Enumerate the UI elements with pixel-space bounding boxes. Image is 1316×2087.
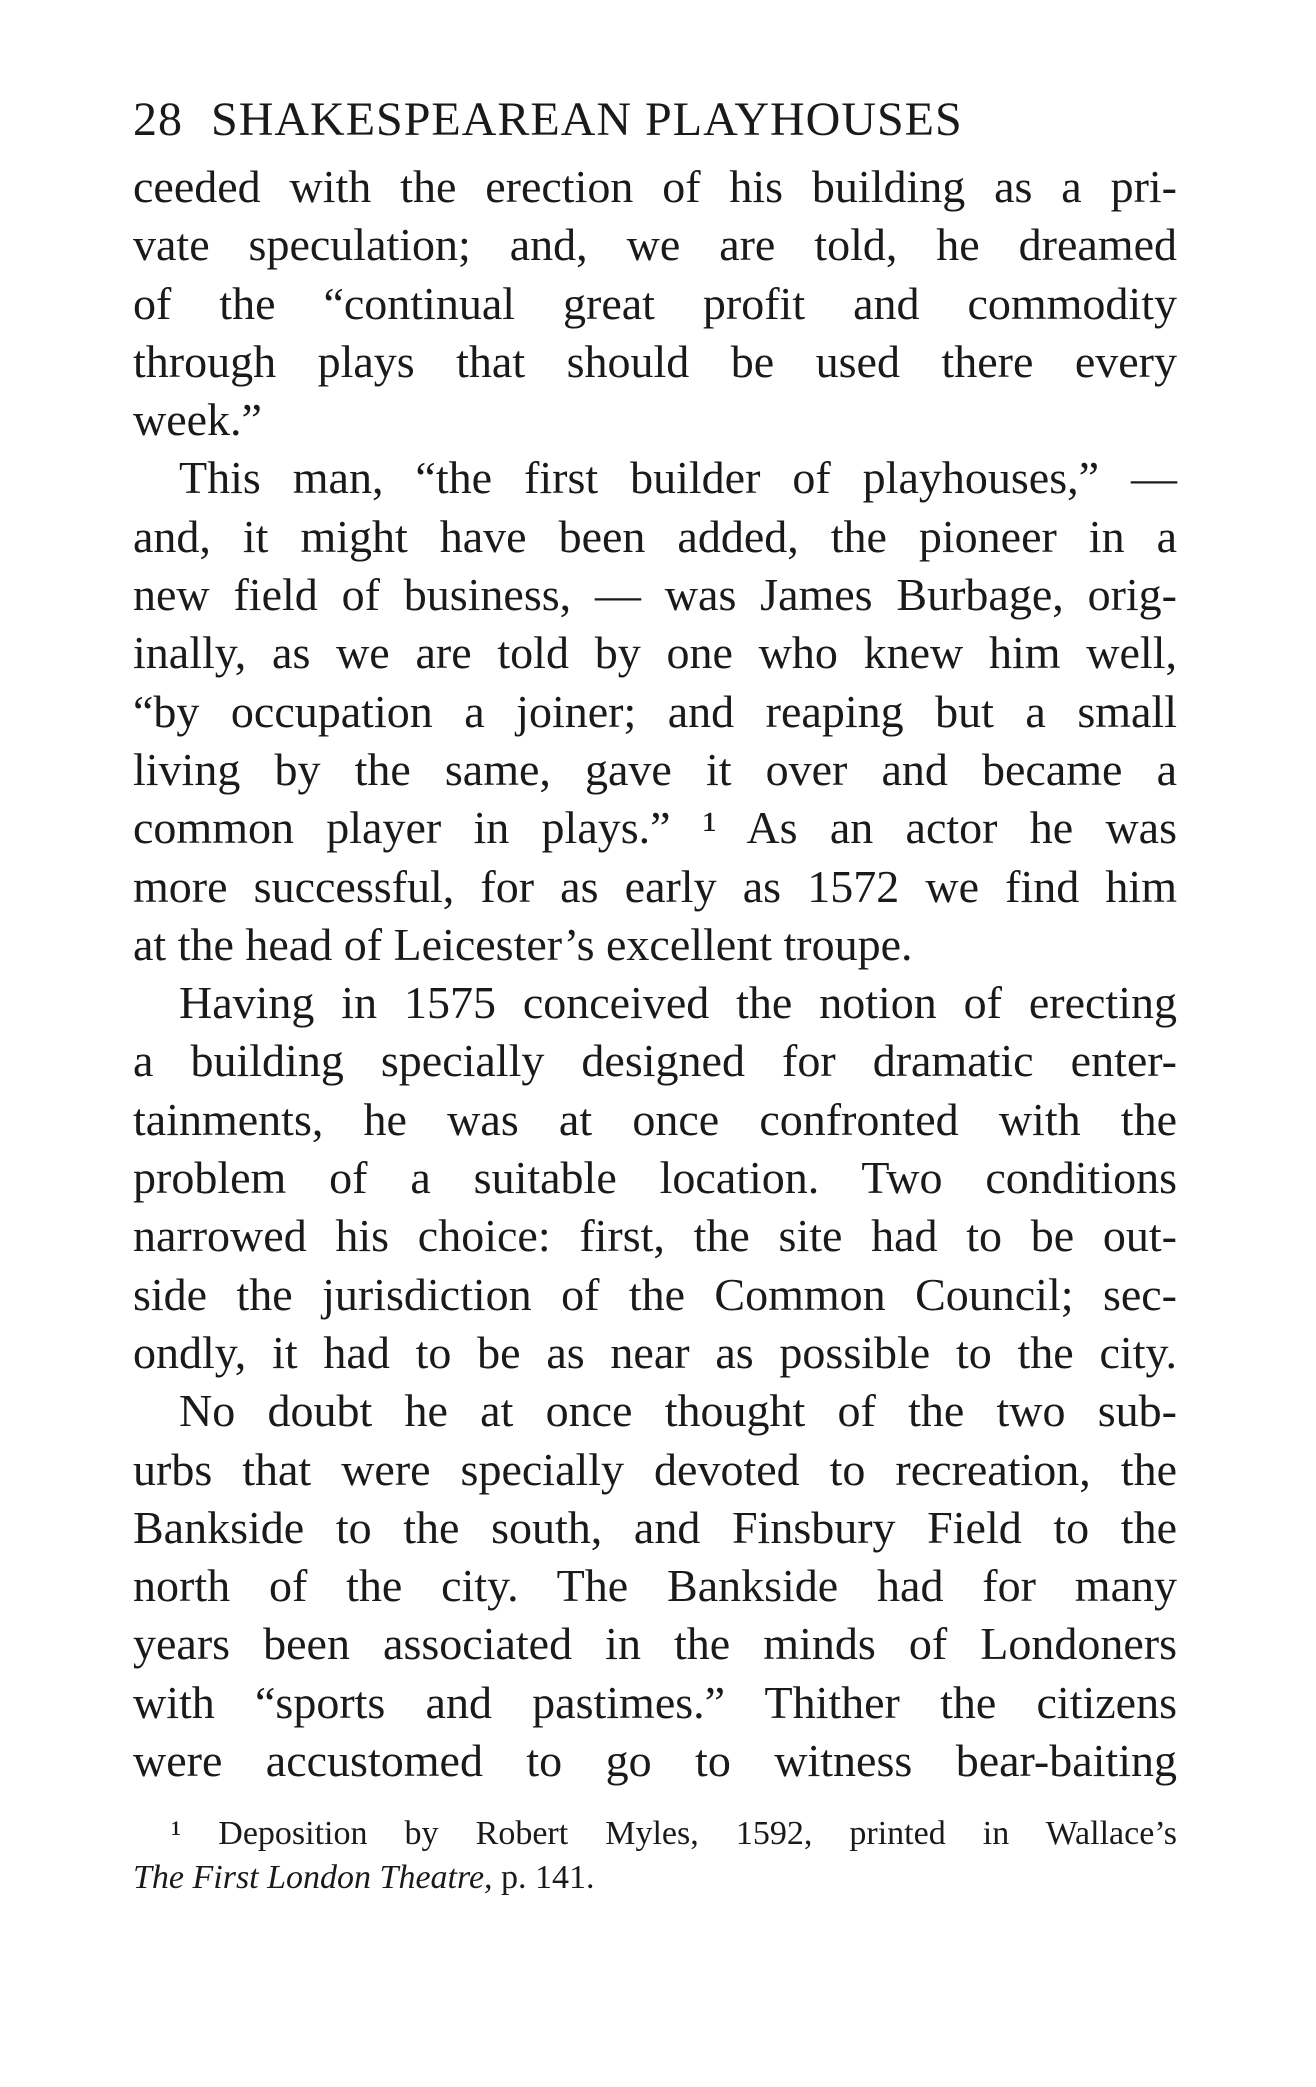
text-line: a building specially designed for dramatic enter- [133, 1035, 1177, 1087]
text-line: new field of business, — was James Burbage, orig- [133, 569, 1177, 621]
page-number: 28 [133, 93, 183, 146]
text-line: at the head of Leicester’s excellent troupe. [133, 918, 913, 970]
text-line: common player in plays.” ¹ As an actor he was [133, 802, 1177, 854]
text-line: tainments, he was at once confronted with the [133, 1093, 1177, 1145]
text-line: and, it might have been added, the pioneer in a [133, 510, 1177, 562]
text-line: living by the same, gave it over and became a [133, 743, 1177, 795]
footnote-line: ¹ Deposition by Robert Myles, 1592, printed in Wallace’s [171, 1815, 1177, 1853]
text-line: more successful, for as early as 1572 we find him [133, 860, 1177, 912]
text-line: through plays that should be used there every [133, 335, 1177, 387]
text-line: with “sports and pastimes.” Thither the citizens [133, 1676, 1177, 1728]
text-line: ceeded with the erection of his building as a pri- [133, 161, 1177, 212]
text-line: of the “continual great profit and commodity [133, 277, 1177, 329]
paragraph-start-line: Having in 1575 conceived the notion of erecting [179, 977, 1177, 1029]
text-line: “by occupation a joiner; and reaping but a small [133, 685, 1177, 737]
text-line: years been associated in the minds of Londoners [133, 1618, 1177, 1670]
body-text [133, 158, 1177, 1790]
text-line: were accustomed to go to witness bear-baiting [133, 1735, 1177, 1787]
text-line: urbs that were specially devoted to recreation, the [133, 1443, 1177, 1495]
running-title: SHAKESPEAREAN PLAYHOUSES [211, 93, 963, 146]
text-line: Bankside to the south, and Finsbury Field to the [133, 1501, 1177, 1553]
text-line: vate speculation; and, we are told, he dreamed [133, 219, 1177, 271]
paragraph-start-line: No doubt he at once thought of the two sub- [179, 1385, 1177, 1437]
text-line: narrowed his choice: first, the site had to be out- [133, 1210, 1177, 1262]
footnote [133, 1812, 1177, 1900]
footnote-line [133, 1856, 1177, 1900]
text-line: ondly, it had to be as near as possible to the city. [133, 1326, 1177, 1378]
text-line: inally, as we are told by one who knew him well, [133, 627, 1177, 679]
text-line: north of the city. The Bankside had for many [133, 1560, 1177, 1612]
footnote-page-ref: p. 141. [492, 1859, 595, 1897]
text-line: problem of a suitable location. Two conditions [133, 1152, 1177, 1204]
text-line: side the jurisdiction of the Common Council; sec- [133, 1268, 1177, 1320]
text-line: week.” [133, 394, 262, 446]
paragraph-start-line: This man, “the first builder of playhouses,” — [179, 452, 1177, 504]
running-header [133, 90, 1177, 150]
book-page [133, 90, 1177, 1900]
cited-book-title: The First London Theatre, [133, 1859, 493, 1897]
